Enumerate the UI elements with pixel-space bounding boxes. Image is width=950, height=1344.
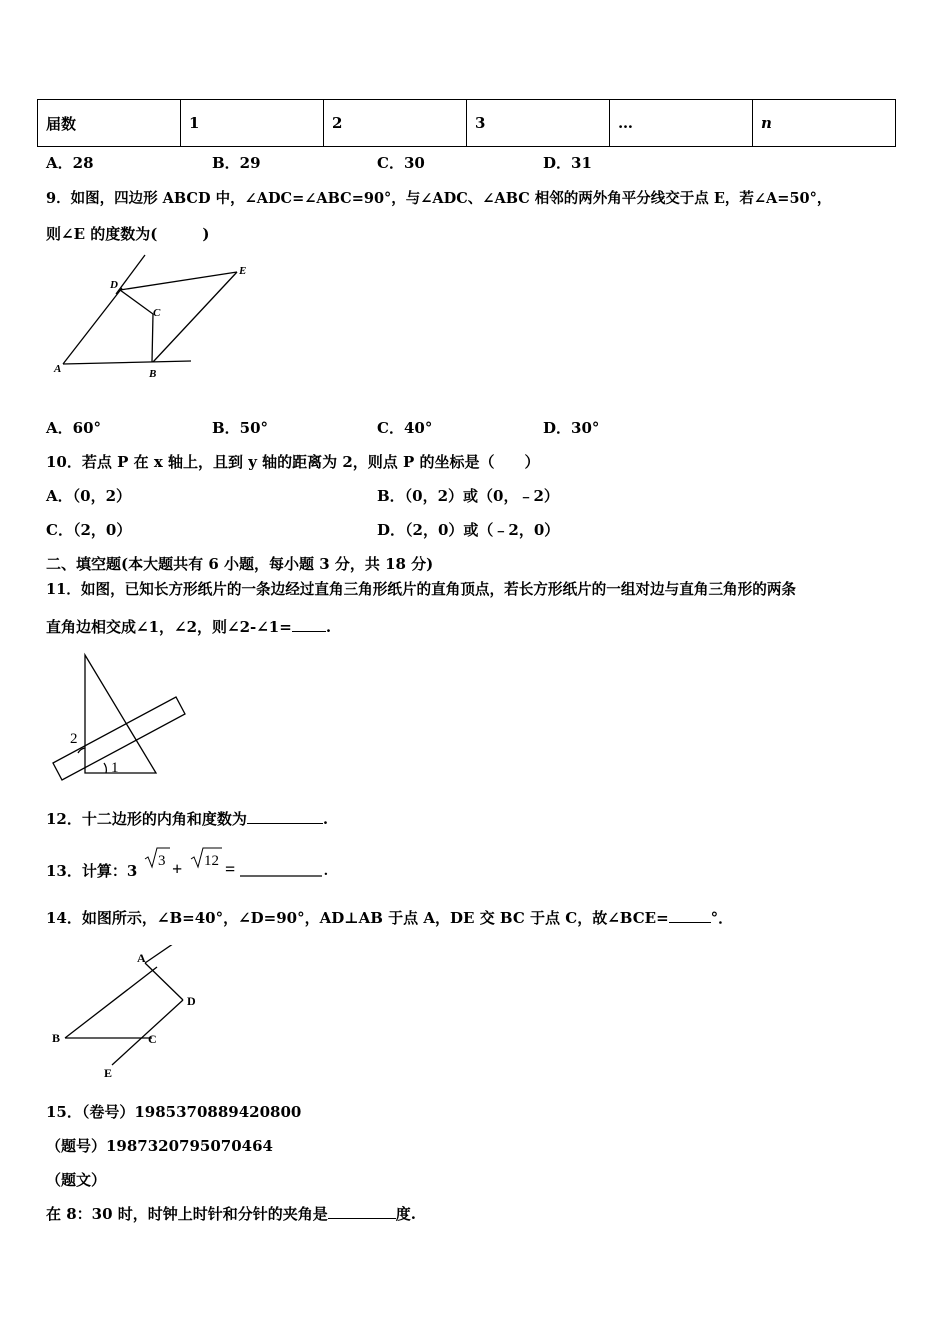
line-cb: [152, 314, 153, 362]
q14-stem: [46, 907, 733, 928]
angle-1-arc: [104, 763, 106, 773]
q11-figure: [48, 650, 193, 790]
line-a-ext: [145, 945, 183, 963]
table-cell: 3: [467, 100, 610, 147]
line-de: [120, 272, 237, 290]
section-title: 二、填空题(本大题共有 6 小题，每小题 3 分，共 18 分): [46, 555, 434, 573]
table-cell: n: [753, 100, 896, 147]
label-e: E: [239, 265, 247, 277]
q15-question-label: （题文）: [46, 1171, 107, 1189]
q8-option-d: D．31: [543, 154, 592, 172]
q13-prefix: 13．计算：3: [46, 862, 138, 880]
q9-option-a: A．60°: [46, 419, 102, 437]
label-e: E: [104, 1066, 113, 1080]
q9-option-d: D．30°: [543, 419, 600, 437]
edition-table: [37, 99, 896, 147]
q12-text: 12．十二边形的内角和度数为: [46, 810, 247, 828]
label-2: 2: [70, 731, 78, 747]
line-ad: [63, 288, 122, 364]
q14-text: 14．如图所示，∠B=40°，∠D=90°，AD⊥AB 于点 A，DE 交 BC 于点 C，故∠BCE=: [46, 909, 669, 927]
line-ad: [145, 963, 183, 1000]
table-cell: …: [610, 100, 753, 147]
q10-option-c: C．（2，0）: [46, 521, 132, 539]
line-dc: [120, 290, 153, 314]
q13-end: .: [324, 863, 328, 879]
table-cell: 2: [324, 100, 467, 147]
answer-blank: [328, 1204, 396, 1219]
q13-expression: [142, 845, 342, 881]
q9-option-c: C．40°: [377, 419, 433, 437]
table-row: [38, 100, 896, 147]
equals-sign: =: [225, 859, 236, 879]
label-a: A: [54, 363, 62, 375]
answer-blank: [669, 908, 711, 923]
label-d: D: [110, 279, 118, 291]
q11-text: 直角边相交成∠1，∠2，则∠2-∠1=: [46, 618, 292, 636]
q8-option-b: B．29: [212, 154, 261, 172]
plus-sign: +: [172, 859, 183, 879]
label-c: C: [153, 307, 161, 319]
label-1: 1: [111, 760, 119, 776]
q8-option-c: C．30: [377, 154, 425, 172]
q15-text: 在 8：30 时，时钟上时针和分针的夹角是: [46, 1205, 328, 1223]
q15-end: 度.: [395, 1205, 416, 1223]
q11-end: .: [325, 618, 332, 636]
q11-stem-line1: 11．如图，已知长方形纸片的一条边经过直角三角形纸片的直角顶点，若长方形纸片的一组对边与直角三角形的两条: [46, 581, 797, 598]
q12-end: .: [322, 810, 329, 828]
q11-stem-line2: [46, 616, 331, 637]
label-c: C: [148, 1032, 157, 1046]
q10-option-b: B．（0，2）或（0，﹣2）: [377, 487, 559, 505]
q9-option-b: B．50°: [212, 419, 269, 437]
radicand-1: 3: [158, 853, 166, 869]
q9-stem-line1: 9．如图，四边形 ABCD 中，∠ADC=∠ABC=90°，与∠ADC、∠ABC 相邻的两外角平分线交于点 E，若∠A=50°，: [46, 190, 832, 207]
answer-blank: [247, 809, 323, 824]
q15-stem: [46, 1203, 416, 1224]
q12-stem: [46, 808, 328, 829]
line-eb: [153, 272, 237, 362]
q14-end: °．: [710, 909, 734, 927]
q10-stem: 10．若点 P 在 x 轴上，且到 y 轴的距离为 2，则点 P 的坐标是（ ）: [46, 453, 540, 471]
q15-question-id: （题号）1987320795070464: [46, 1137, 273, 1155]
label-d: D: [187, 994, 196, 1008]
radicand-2: 12: [204, 853, 219, 869]
q14-figure: [45, 945, 215, 1085]
table-cell: 1: [181, 100, 324, 147]
q15-volume-id: 15．（卷号）1985370889420800: [46, 1103, 302, 1121]
label-b: B: [149, 368, 157, 380]
q8-option-a: A．28: [46, 154, 94, 172]
q10-option-d: D．（2，0）或（﹣2，0）: [377, 521, 560, 539]
table-cell: 届数: [38, 100, 181, 147]
q13-stem: [46, 860, 137, 881]
line-ba: [65, 967, 157, 1038]
q9-stem-line2: 则∠E 的度数为( ): [46, 225, 210, 243]
q9-figure: [40, 250, 270, 385]
line-ab: [63, 361, 191, 364]
q10-option-a: A．（0，2）: [46, 487, 132, 505]
answer-blank: [292, 617, 326, 632]
label-a: A: [137, 951, 146, 965]
label-b: B: [52, 1031, 61, 1045]
